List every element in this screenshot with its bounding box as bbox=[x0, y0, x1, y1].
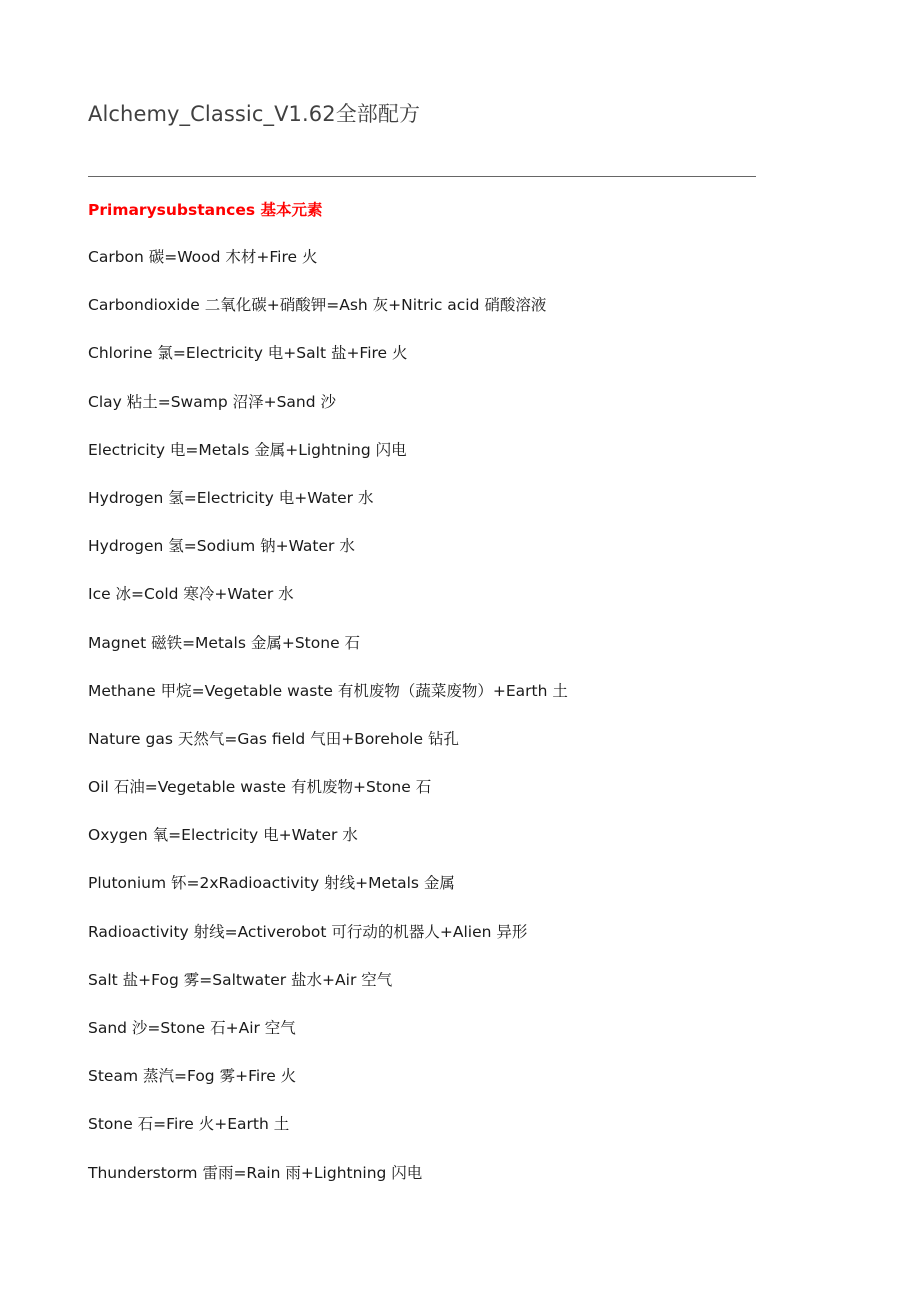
recipe-line: Radioactivity 射线=Activerobot 可行动的机器人+Alien 异形 bbox=[88, 922, 528, 941]
recipe-line: Magnet 磁铁=Metals 金属+Stone 石 bbox=[88, 633, 361, 652]
recipe-line: Nature gas 天然气=Gas field 气田+Borehole 钻孔 bbox=[88, 729, 459, 748]
recipe-line: Salt 盐+Fog 雾=Saltwater 盐水+Air 空气 bbox=[88, 970, 393, 989]
recipe-line: Ice 冰=Cold 寒冷+Water 水 bbox=[88, 585, 294, 604]
recipe-line: Carbon 碳=Wood 木材+Fire 火 bbox=[88, 248, 318, 266]
recipe-line: Carbondioxide 二氧化碳+硝酸钾=Ash 灰+Nitric acid 硝酸溶液 bbox=[88, 296, 547, 315]
recipe-line: Oxygen 氧=Electricity 电+Water 水 bbox=[88, 826, 358, 845]
recipe-line: Plutonium 钚=2xRadioactivity 射线+Metals 金属 bbox=[88, 874, 455, 893]
section-heading: Primarysubstances 基本元素 bbox=[88, 201, 323, 219]
document-title: Alchemy_Classic_V1.62全部配方 bbox=[88, 102, 421, 126]
recipe-line: Hydrogen 氢=Sodium 钠+Water 水 bbox=[88, 537, 355, 556]
recipe-line: Thunderstorm 雷雨=Rain 雨+Lightning 闪电 bbox=[88, 1163, 423, 1182]
recipe-line: Steam 蒸汽=Fog 雾+Fire 火 bbox=[88, 1067, 297, 1086]
recipe-list bbox=[88, 245, 568, 1209]
recipe-line: Sand 沙=Stone 石+Air 空气 bbox=[88, 1019, 296, 1037]
recipe-line: Oil 石油=Vegetable waste 有机废物+Stone 石 bbox=[88, 778, 432, 797]
recipe-line: Clay 粘土=Swamp 沼泽+Sand 沙 bbox=[88, 392, 337, 411]
recipe-line: Stone 石=Fire 火+Earth 土 bbox=[88, 1115, 290, 1134]
recipe-line: Electricity 电=Metals 金属+Lightning 闪电 bbox=[88, 440, 407, 459]
recipe-line: Chlorine 氯=Electricity 电+Salt 盐+Fire 火 bbox=[88, 344, 408, 363]
recipe-line: Methane 甲烷=Vegetable waste 有机废物（蔬菜废物）+Earth 土 bbox=[88, 681, 568, 700]
recipe-line: Hydrogen 氢=Electricity 电+Water 水 bbox=[88, 488, 374, 507]
title-divider bbox=[88, 176, 756, 177]
